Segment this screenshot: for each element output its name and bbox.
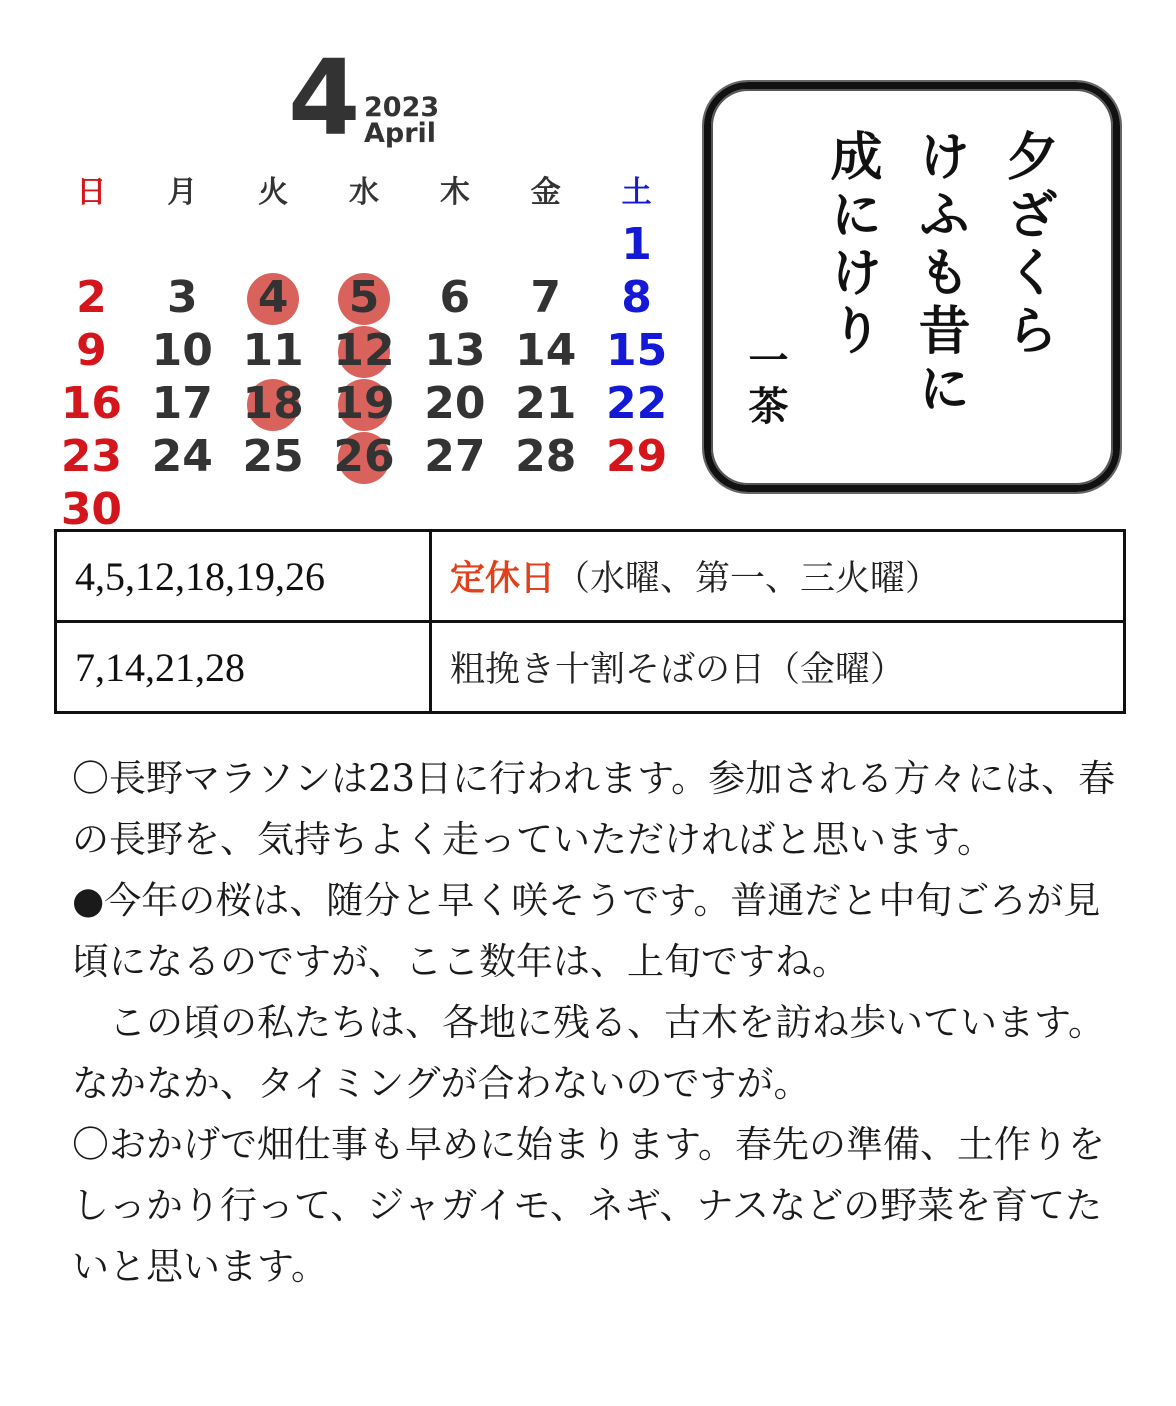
calendar-day-number: 8	[621, 272, 652, 323]
calendar-day	[228, 324, 319, 377]
calendar-day	[46, 271, 137, 324]
calendar-day	[500, 430, 591, 483]
calendar-day	[137, 430, 228, 483]
year-label: 2023	[364, 92, 440, 123]
calendar-day-number: 15	[605, 325, 668, 376]
calendar-day-number: 25	[242, 431, 304, 482]
calendar-day	[319, 324, 410, 377]
calendar-day-number: 26	[333, 431, 395, 482]
schedule-table	[54, 529, 1126, 714]
calendar-day-number: 18	[242, 378, 304, 429]
calendar-day-number: 1	[621, 219, 652, 270]
weekday-label: 金	[530, 175, 561, 210]
calendar-day-number: 20	[424, 378, 486, 429]
calendar-day	[500, 271, 591, 324]
calendar-day-number: 7	[530, 272, 562, 323]
haiku-line: 夕ざくら	[997, 129, 1058, 361]
haiku-frame	[704, 82, 1120, 492]
month-number: 4	[288, 37, 361, 159]
schedule-description	[431, 531, 1125, 622]
calendar-day-number: 6	[439, 272, 471, 323]
calendar-day-number: 3	[166, 272, 198, 323]
calendar-day	[46, 324, 137, 377]
calendar-day	[500, 377, 591, 430]
calendar-day	[319, 430, 410, 483]
calendar-day-number: 29	[605, 431, 668, 482]
calendar-day-number: 16	[60, 378, 123, 429]
calendar-day	[591, 271, 682, 324]
calendar-day-number: 24	[151, 431, 213, 482]
calendar-day-number: 17	[151, 378, 213, 429]
weekday-label: 日	[76, 175, 107, 210]
note-paragraph: 〇長野マラソンは23日に行われます。参加される方々には、春の長野を、気持ちよく走っていただければと思います。	[72, 757, 1116, 861]
calendar-day	[228, 377, 319, 430]
calendar-day	[46, 430, 137, 483]
calendar-day-number: 30	[60, 484, 123, 535]
haiku-line: 成にけり	[821, 129, 882, 361]
schedule-description: 粗挽き十割そばの日（金曜）	[431, 622, 1125, 713]
calendar-day-number: 11	[242, 325, 304, 376]
calendar-day-number: 14	[515, 325, 577, 376]
calendar-day-number: 27	[424, 431, 486, 482]
calendar-day	[591, 218, 682, 271]
note-paragraph: この頃の私たちは、各地に残る、古木を訪ね歩いています。なかなか、タイミングが合わないのですが。	[72, 1001, 1106, 1105]
calendar-day	[319, 271, 410, 324]
table-row	[56, 622, 1125, 713]
calendar-day	[228, 430, 319, 483]
note-paragraph: ●今年の桜は、随分と早く咲そうです。普通だと中旬ごろが見頃になるのですが、ここ数年は、上旬ですね。	[72, 879, 1101, 983]
calendar-day-number: 19	[333, 378, 395, 429]
haiku-line: けふも昔に	[909, 129, 970, 419]
calendar-day	[591, 324, 682, 377]
weekday-label: 水	[349, 175, 379, 210]
schedule-dates: 4,5,12,18,19,26	[56, 531, 431, 622]
calendar-day-number: 2	[76, 272, 107, 323]
schedule-note: （水曜、第一、三火曜）	[555, 559, 941, 599]
calendar-day	[319, 377, 410, 430]
calendar-day	[228, 271, 319, 324]
calendar-day-number: 23	[60, 431, 123, 482]
haiku-author: 一茶	[742, 339, 789, 431]
calendar-day-number: 10	[151, 325, 213, 376]
month-name-label: April	[364, 118, 437, 149]
calendar-weeks	[46, 218, 682, 536]
calendar-week-row	[46, 430, 682, 483]
calendar-day-number: 12	[333, 325, 395, 376]
calendar-week-row	[46, 218, 682, 271]
calendar-day-number: 22	[605, 378, 668, 429]
calendar-day	[46, 377, 137, 430]
calendar-day	[409, 324, 500, 377]
calendar-day-number: 28	[515, 431, 577, 482]
calendar-week-row	[46, 324, 682, 377]
calendar-day	[591, 377, 682, 430]
weekday-label: 木	[439, 175, 470, 210]
month-header	[288, 37, 448, 159]
note-paragraph: 〇おかげで畑仕事も早めに始まります。春先の準備、土作りをしっかり行って、ジャガイモ、ネギ、ナスなどの野菜を育てたいと思います。	[72, 1123, 1106, 1288]
calendar-day	[500, 324, 591, 377]
calendar-day-number: 9	[76, 325, 107, 376]
month-calendar	[46, 168, 682, 536]
weekday-header-row	[46, 168, 682, 218]
calendar-day	[409, 430, 500, 483]
calendar-day	[409, 271, 500, 324]
calendar-day	[409, 377, 500, 430]
calendar-week-row	[46, 271, 682, 324]
calendar-day-number: 4	[257, 272, 289, 323]
closed-label: 定休日	[450, 559, 556, 599]
calendar-day	[137, 324, 228, 377]
calendar-day-number: 21	[515, 378, 577, 429]
calendar-day	[591, 430, 682, 483]
schedule-dates: 7,14,21,28	[56, 622, 431, 713]
table-row	[56, 531, 1125, 622]
calendar-day	[137, 377, 228, 430]
calendar-day-number: 13	[424, 325, 486, 376]
calendar-day-number: 5	[348, 272, 380, 323]
calendar-week-row	[46, 377, 682, 430]
weekday-label: 土	[621, 175, 652, 210]
weekday-label: 月	[167, 175, 198, 210]
calendar-day	[137, 271, 228, 324]
weekday-label: 火	[258, 175, 289, 210]
notes-section	[72, 748, 1132, 1297]
